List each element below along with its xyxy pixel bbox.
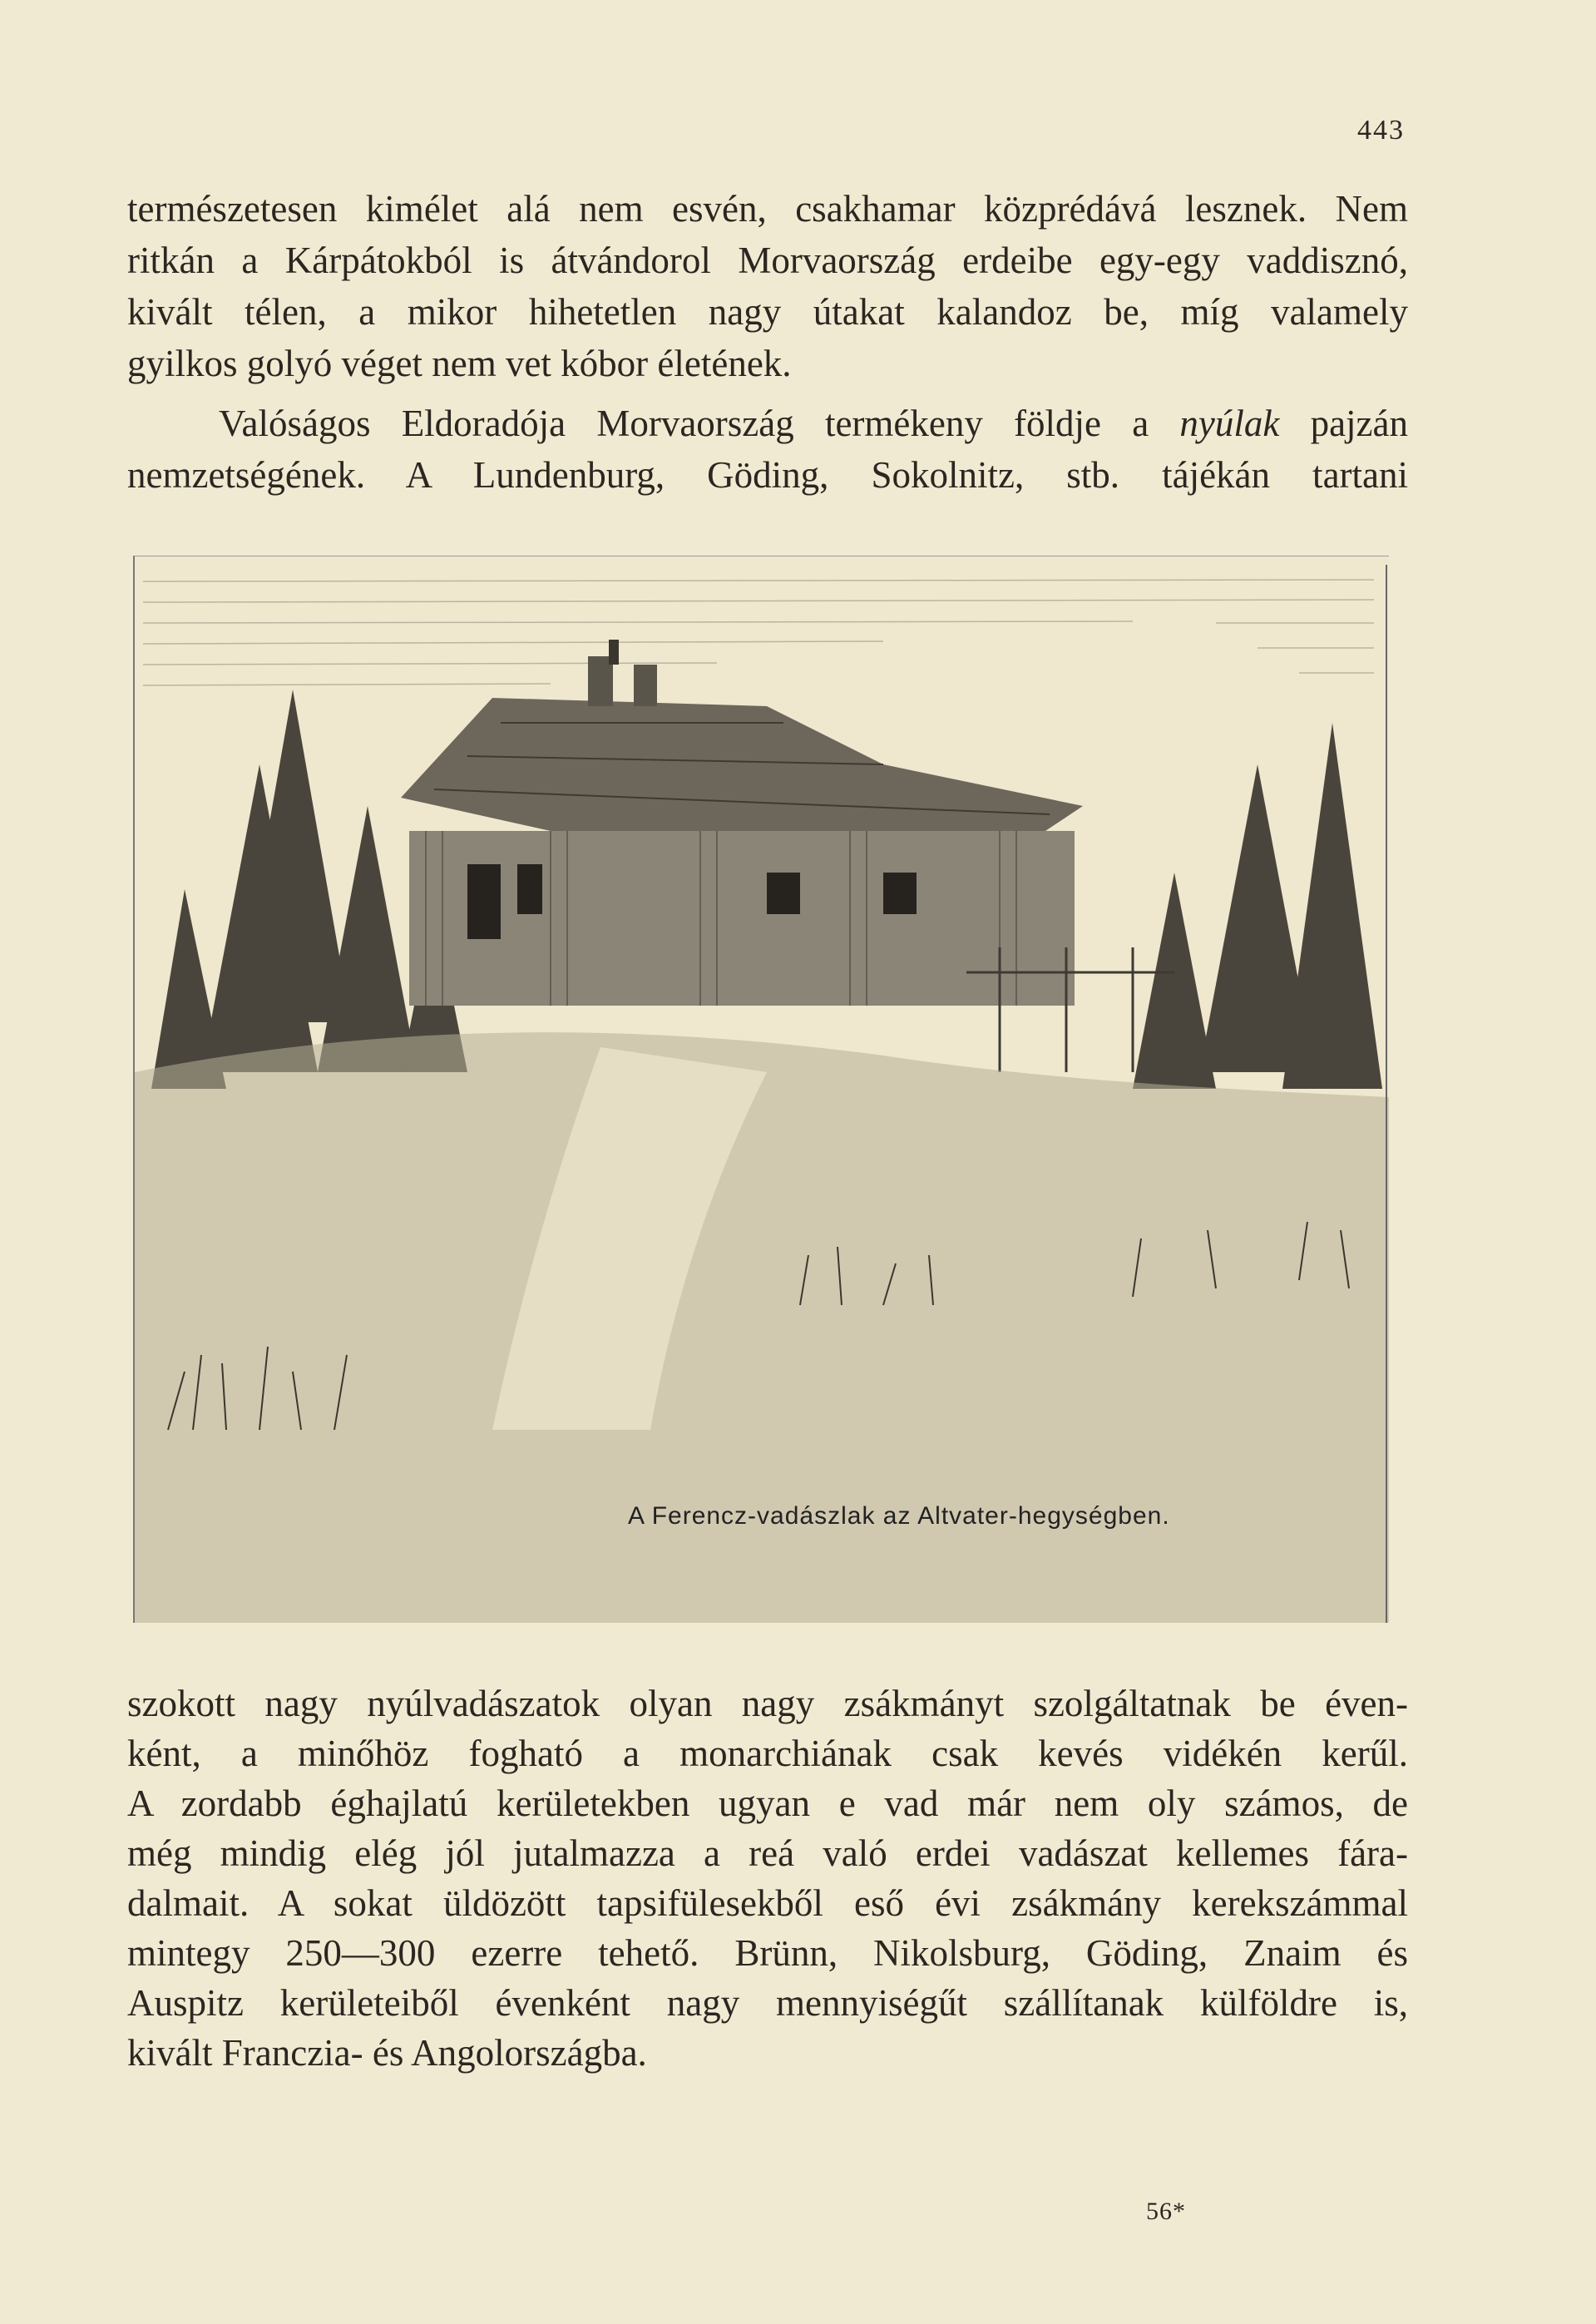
right-trees: [1133, 723, 1382, 1089]
text-line: dalmait. A sokat üldözött tapsifülesekből eső évi zsákmány kerekszámmal: [127, 1882, 1408, 1924]
text-line: gyilkos golyó véget nem vet kóbor életének.: [127, 343, 792, 384]
illustration-caption: A Ferencz-vadászlak az Altvater-hegységben.: [628, 1502, 1170, 1530]
paragraph-1: [127, 183, 1408, 389]
text-line: szokott nagy nyúlvadászatok olyan nagy zsákmányt szolgáltatnak be éven-: [127, 1683, 1408, 1724]
sky-hatching: [143, 580, 1374, 685]
text-line: kivált télen, a mikor hihetetlen nagy útakat kalandoz be, míg valamely: [127, 291, 1408, 333]
text-line: ként, a minőhöz fogható a monarchiának csak kevés vidékén kerűl.: [127, 1733, 1408, 1774]
text-line: nemzetségének. A Lundenburg, Göding, Sokolnitz, stb. tájékán tartani: [127, 454, 1408, 496]
signature-mark: 56*: [1146, 2198, 1186, 2225]
text-line: ritkán a Kárpátokból is átvándorol Morvaország erdeibe egy-egy vaddisznó,: [127, 240, 1408, 281]
paragraph-2: [127, 398, 1408, 501]
engraving-drawing: [135, 556, 1389, 1623]
illustration-hunting-lodge: [133, 556, 1389, 1623]
italic-word: nyúlak: [1179, 403, 1280, 444]
paragraph-3: [127, 1679, 1408, 2078]
text-line: Auspitz kerületeiből évenként nagy mennyiségűt szállítanak külföldre is,: [127, 1982, 1408, 2024]
text-line: természetesen kimélet alá nem esvén, csakhamar közprédává lesznek. Nem: [127, 188, 1408, 230]
text-line: mintegy 250—300 ezerre tehető. Brünn, Nikolsburg, Göding, Znaim és: [127, 1932, 1408, 1974]
page-number: 443: [1357, 115, 1405, 146]
text-line: még mindig elég jól jutalmazza a reá való erdei vadászat kellemes fára-: [127, 1832, 1408, 1874]
text-line: A zordabb éghajlatú kerületekben ugyan e vad már nem oly számos, de: [127, 1783, 1408, 1824]
text-run: pajzán: [1279, 403, 1409, 444]
house: [401, 640, 1083, 1006]
text-run: Valóságos Eldoradója Morvaország termékeny földje a: [219, 403, 1180, 444]
text-line: [127, 398, 1408, 449]
text-line: kivált Franczia- és Angolországba.: [127, 2032, 647, 2074]
